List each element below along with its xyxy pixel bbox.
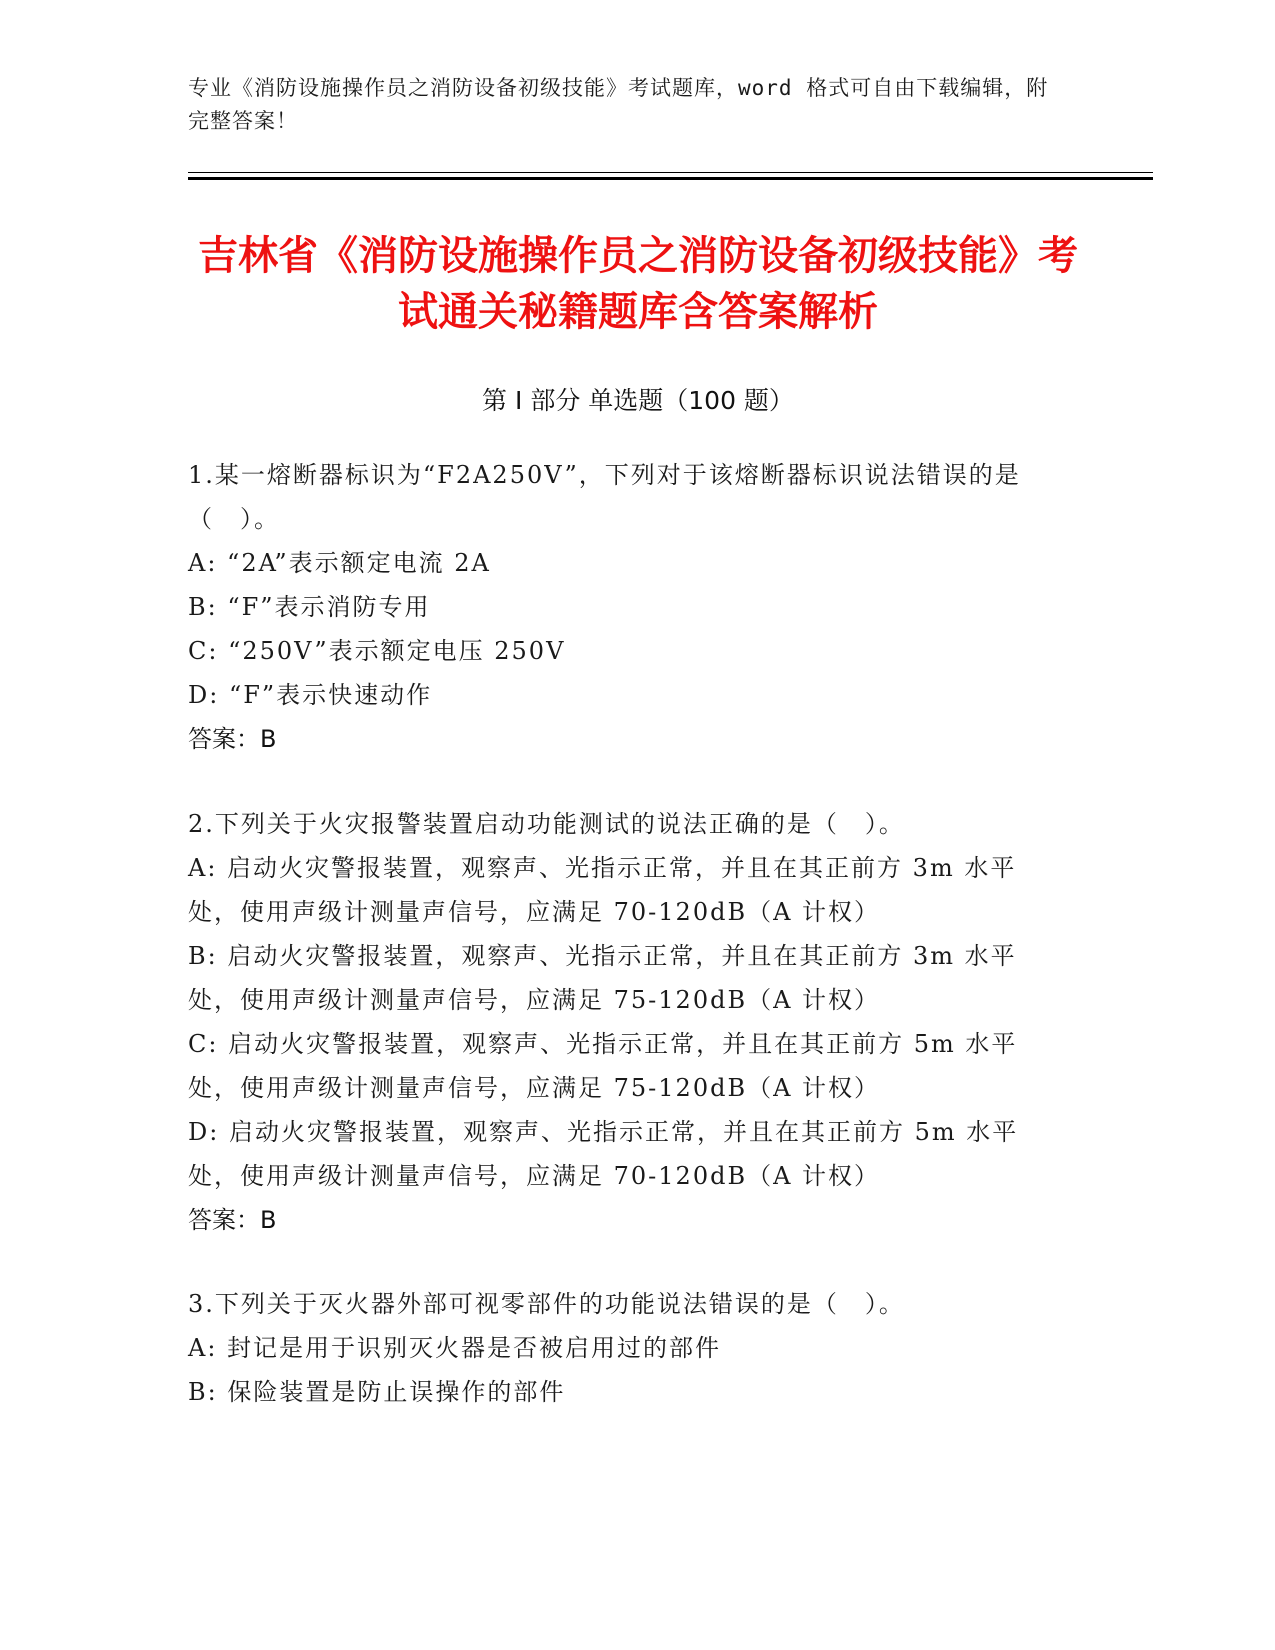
header-rule-thick — [188, 177, 1153, 180]
header-note: 专业《消防设施操作员之消防设备初级技能》考试题库，word 格式可自由下载编辑，附完整答案！ — [188, 76, 1049, 133]
option-c: C: “250V”表示额定电压 250V — [188, 637, 566, 665]
question-3 — [188, 1282, 1068, 1414]
section-heading: 第 I 部分 单选题（100 题） — [482, 386, 794, 415]
answer: 答案：B — [188, 725, 277, 753]
question-stem: 1.某一熔断器标识为“F2A250V”，下列对于该熔断器标识说法错误的是（ ）。 — [188, 461, 1021, 533]
document-title: 吉林省《消防设施操作员之消防设备初级技能》考试通关秘籍题库含答案解析 — [198, 233, 1078, 335]
option-d: D: “F”表示快速动作 — [188, 681, 433, 709]
option-b: B: “F”表示消防专用 — [188, 593, 431, 621]
header-rule-thin — [188, 172, 1153, 173]
question-2 — [188, 802, 1068, 1242]
option-b: B: 保险装置是防止误操作的部件 — [188, 1378, 566, 1406]
question-1 — [188, 453, 1068, 761]
answer: 答案：B — [188, 1206, 277, 1234]
option-a: A: 启动火灾警报装置，观察声、光指示正常，并且在其正前方 3m 水平处，使用声级计测量声信号，应满足 70-120dB（A 计权） — [188, 854, 1017, 926]
option-a: A: 封记是用于识别灭火器是否被启用过的部件 — [188, 1334, 722, 1362]
question-stem: 3.下列关于灭火器外部可视零部件的功能说法错误的是（ ）。 — [188, 1290, 905, 1318]
option-b: B: 启动火灾警报装置，观察声、光指示正常，并且在其正前方 3m 水平处，使用声级计测量声信号，应满足 75-120dB（A 计权） — [188, 942, 1017, 1014]
option-a: A: “2A”表示额定电流 2A — [188, 549, 491, 577]
option-d: D: 启动火灾警报装置，观察声、光指示正常，并且在其正前方 5m 水平处，使用声级计测量声信号，应满足 70-120dB（A 计权） — [188, 1118, 1019, 1190]
option-c: C: 启动火灾警报装置，观察声、光指示正常，并且在其正前方 5m 水平处，使用声级计测量声信号，应满足 75-120dB（A 计权） — [188, 1030, 1018, 1102]
question-stem: 2.下列关于火灾报警装置启动功能测试的说法正确的是（ ）。 — [188, 810, 905, 838]
